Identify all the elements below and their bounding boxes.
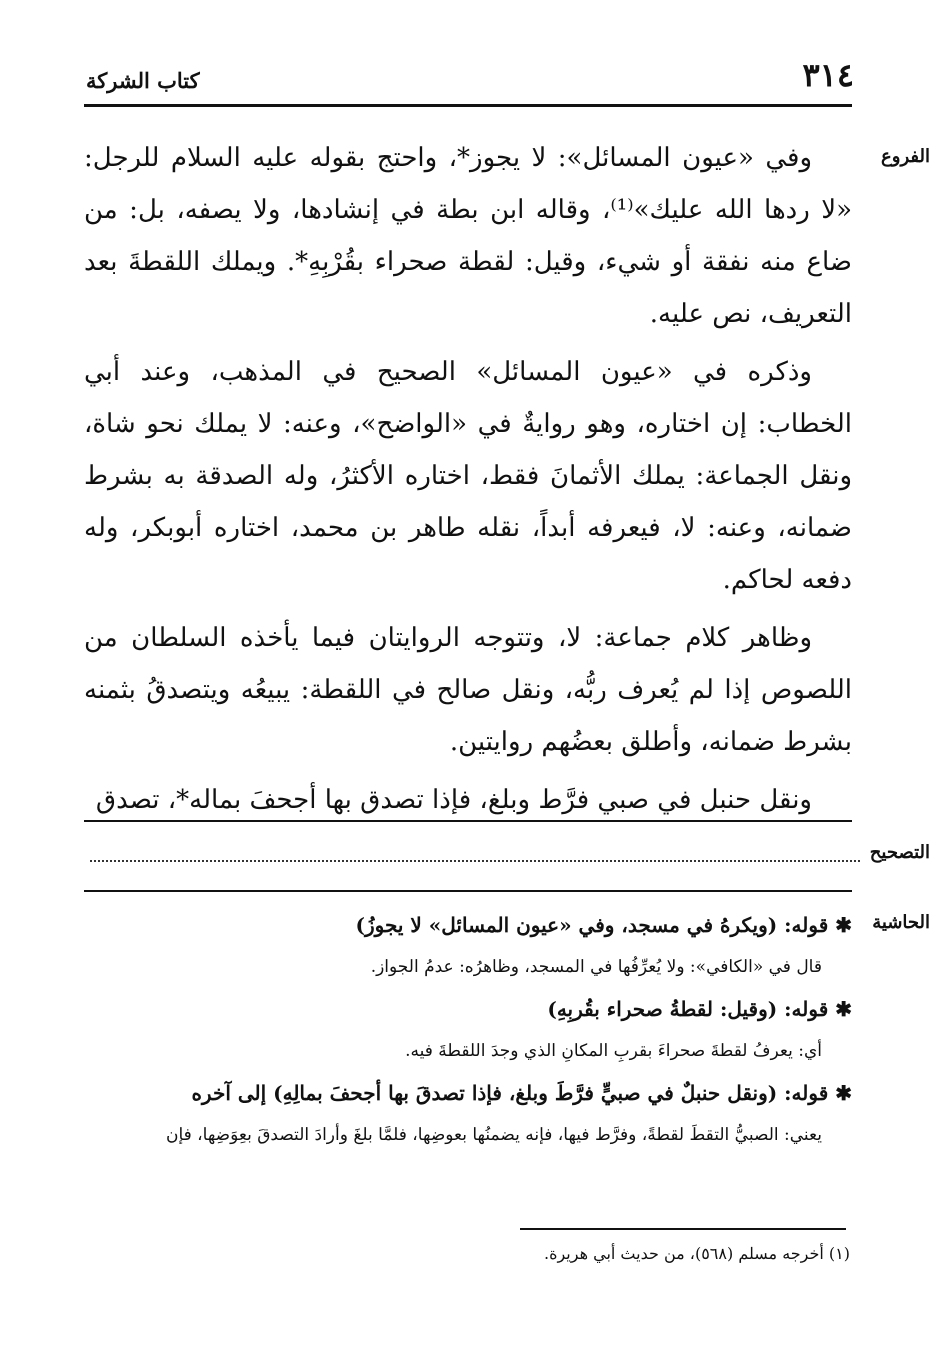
hashiya-heading-text: قوله: (ونقل حنبلٌ في صبيٍّ فرَّطَ وبلغ، فإذا تصدقَ بها أجحفَ بمالِهِ) إلى آخره xyxy=(191,1081,829,1105)
hashiya-body: أي: يعرفُ لقطةَ صحراءَ بقربِ المكانِ الذي وجدَ اللقطةَ فيه. xyxy=(405,1041,822,1061)
section-divider xyxy=(84,820,852,822)
hashiya-heading-text: قوله: (وقيل: لقطةُ صحراء بقُربِهِ) xyxy=(547,997,829,1021)
hashiya-body: قال في «الكافي»: ولا يُعرِّفُها في المسجد، وظاهرُه: عدمُ الجواز. xyxy=(370,957,822,977)
main-paragraph: وفي «عيون المسائل»: لا يجوز*، واحتج بقوله عليه السلام للرجل: «لا ردها الله عليك»⁽¹⁾، وقاله ابن بطة في إنشادها، ولا يصفه، بل: من ضاع منه نفقة أو شيء، وقيل: لقطة صحراء بقُرْبِهِ*. ويملك اللقطةَ بعد التعريف، نص عليه. xyxy=(84,143,852,329)
section-label-hashiya: الحاشية xyxy=(872,912,930,933)
hashiya-notes xyxy=(84,912,852,1164)
footnote-rule xyxy=(520,1228,846,1230)
section-divider xyxy=(84,890,852,892)
page-number: ٣١٤ xyxy=(802,56,854,94)
section-label-tashih: التصحيح xyxy=(869,842,930,863)
hashiya-heading xyxy=(84,1080,852,1106)
hashiya-heading-text: قوله: (ويكرهُ في مسجد، وفي «عيون المسائل» لا يجوزُ) xyxy=(355,913,829,937)
hashiya-heading xyxy=(84,996,852,1022)
header-rule xyxy=(84,104,852,107)
main-paragraph: وذكره في «عيون المسائل» الصحيح في المذهب، وعند أبي الخطاب: إن اختاره، وهو روايةٌ في «الواضح»، وعنه: لا يملك نحو شاة، ونقل الجماعة: يملك الأثمانَ فقط، اختاره الأكثرُ، وله الصدقة به بشرط ضمانه، وعنه: لا، فيعرفه أبداً، نقله طاهر بن محمد، اختاره أبوبكر، وله دفعه لحاكم. xyxy=(84,357,852,595)
asterisk-icon: ✱ xyxy=(828,997,852,1021)
hashiya-body: يعني: الصبيُّ التقطَ لقطةً، وفرَّط فيها، فإنه يضمنُها بعوضِها، فلمَّا بلغَ وأرادَ التصدقَ بعِوَضِها، فإن xyxy=(165,1125,822,1145)
main-paragraph: ونقل حنبل في صبي فرَّط وبلغ، فإذا تصدق بها أجحفَ بماله*، تصدق xyxy=(95,785,812,815)
running-title: كتاب الشركة xyxy=(86,68,200,93)
main-text xyxy=(84,132,852,832)
footnote: (١) أخرجه مسلم (٥٦٨)، من حديث أبي هريرة. xyxy=(544,1244,850,1263)
section-label-furu: الفروع xyxy=(881,146,930,167)
tashih-dotted-line xyxy=(90,846,860,862)
hashiya-heading xyxy=(84,912,852,938)
main-paragraph: وظاهر كلام جماعة: لا، وتتوجه الروايتان فيما يأخذه السلطان من اللصوص إذا لم يُعرف ربُّه، ونقل صالح في اللقطة: يبيعُه ويتصدقُ بثمنه بشرط ضمانه، وأطلق بعضُهم روايتين. xyxy=(84,623,852,757)
asterisk-icon: ✱ xyxy=(828,1081,852,1105)
asterisk-icon: ✱ xyxy=(828,913,852,937)
